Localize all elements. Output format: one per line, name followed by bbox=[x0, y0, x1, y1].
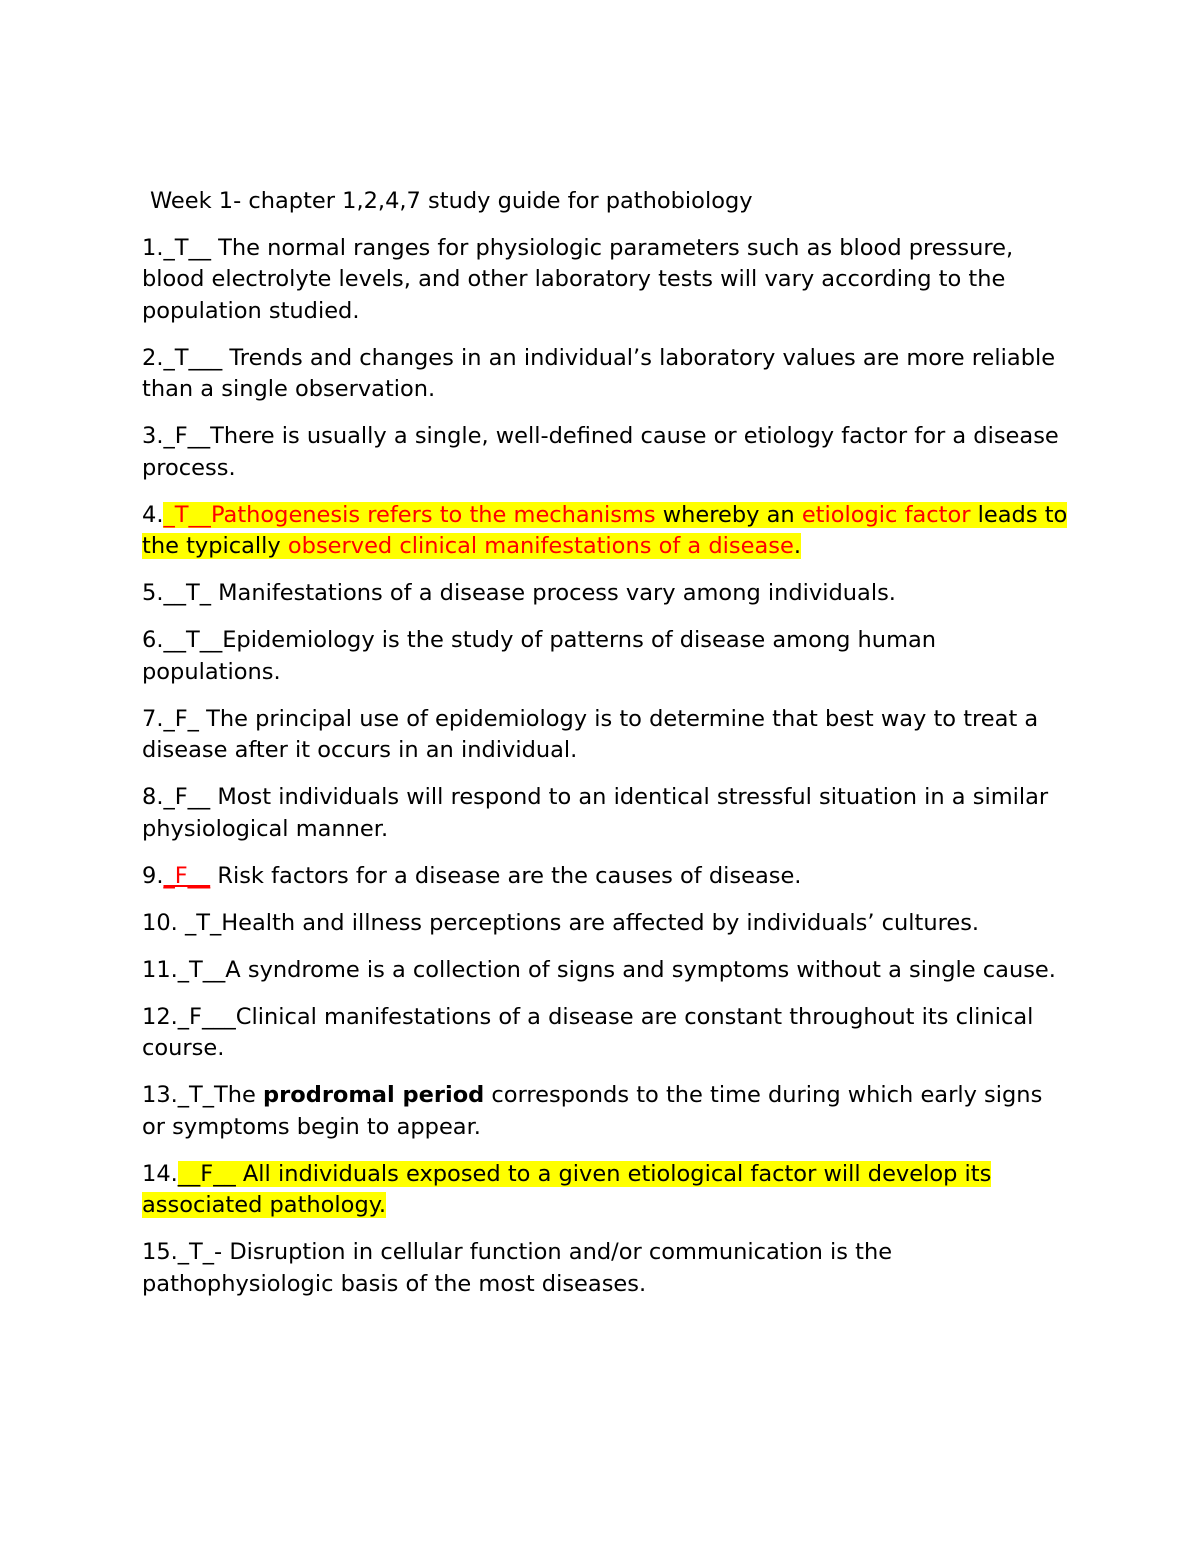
question-13 bbox=[142, 1080, 1072, 1143]
question-text: Manifestations of a disease process vary among individuals. bbox=[210, 580, 896, 606]
question-number: 13. bbox=[142, 1082, 178, 1108]
question-3 bbox=[142, 421, 1072, 484]
question-10 bbox=[142, 908, 1072, 940]
question-number: 7. bbox=[142, 705, 164, 732]
question-11 bbox=[142, 955, 1072, 987]
answer-blank: _T_ bbox=[177, 1082, 215, 1108]
answer-blank: __F__ bbox=[177, 1160, 236, 1187]
question-14 bbox=[142, 1159, 1072, 1222]
answer-blank: __T_ bbox=[163, 580, 211, 606]
question-number: 4. bbox=[142, 501, 164, 528]
question-text-black-1: whereby an bbox=[655, 501, 802, 528]
answer-blank: _T_ bbox=[177, 909, 222, 936]
question-number: 2. bbox=[142, 344, 164, 371]
question-text: Clinical manifestations of a disease are constant throughout its clinical course. bbox=[142, 1003, 1034, 1061]
answer-blank: _T__ bbox=[163, 501, 211, 528]
answer-blank: __T__ bbox=[163, 627, 223, 653]
question-15 bbox=[142, 1237, 1072, 1300]
question-text-prefix: The bbox=[214, 1082, 264, 1108]
question-text-red-2: etiologic factor bbox=[801, 501, 971, 528]
question-number: 6. bbox=[142, 627, 164, 653]
question-text: Trends and changes in an individual’s laboratory values are more reliable than a single observation. bbox=[142, 344, 1056, 402]
answer-blank: _F___ bbox=[177, 1003, 236, 1030]
question-number: 14. bbox=[142, 1160, 178, 1187]
document-title: Week 1- chapter 1,2,4,7 study guide for pathobiology bbox=[150, 188, 753, 214]
answer-blank: _T_ bbox=[177, 1239, 215, 1265]
question-text-red-3: observed clinical manifestations of a disease bbox=[287, 533, 794, 559]
question-text: There is usually a single, well-defined cause or etiology factor for a disease process. bbox=[142, 423, 1059, 481]
answer-blank: _F__ bbox=[163, 423, 211, 449]
question-number: 3. bbox=[142, 423, 164, 449]
question-2 bbox=[142, 343, 1072, 406]
question-text: - Disruption in cellular function and/or communication is the pathophysiologic basis of the most diseases. bbox=[142, 1239, 893, 1297]
answer-blank: _T__ bbox=[163, 234, 211, 261]
bold-term: prodromal period bbox=[263, 1082, 485, 1108]
question-text: Risk factors for a disease are the causes of disease. bbox=[210, 862, 802, 889]
question-text: corresponds to the time during which early signs or symptoms begin to appear. bbox=[142, 1082, 1043, 1140]
question-7 bbox=[142, 704, 1072, 767]
question-text-period: . bbox=[793, 533, 801, 559]
answer-blank: _T___ bbox=[163, 344, 223, 371]
answer-blank: _F_ bbox=[163, 705, 199, 732]
question-text: The normal ranges for physiologic parameters such as blood pressure, blood electrolyte levels, and other laboratory tests will vary according to the population studied. bbox=[142, 234, 1014, 324]
question-text-black-2: leads to the typically bbox=[142, 501, 1068, 559]
question-4 bbox=[142, 500, 1072, 563]
question-text: A syndrome is a collection of signs and symptoms without a single cause. bbox=[225, 956, 1056, 983]
question-number: 12. bbox=[142, 1003, 178, 1030]
question-1 bbox=[142, 233, 1072, 328]
question-9 bbox=[142, 861, 1072, 893]
question-number: 1. bbox=[142, 234, 164, 261]
question-5 bbox=[142, 578, 1072, 610]
question-text-red-1: Pathogenesis refers to the mechanisms bbox=[210, 501, 656, 528]
question-number: 15. bbox=[142, 1239, 178, 1265]
question-text: Health and illness perceptions are affected by individuals’ cultures. bbox=[221, 909, 980, 936]
answer-blank: _F__ bbox=[163, 862, 211, 889]
question-8 bbox=[142, 782, 1072, 845]
question-number: 5. bbox=[142, 580, 164, 606]
question-6 bbox=[142, 625, 1072, 688]
answer-blank: _F__ bbox=[163, 784, 211, 810]
question-text: All individuals exposed to a given etiological factor will develop its associated pathology. bbox=[142, 1160, 992, 1218]
question-number: 9. bbox=[142, 862, 164, 889]
document-body bbox=[142, 186, 1072, 1316]
answer-blank: _T__ bbox=[177, 956, 226, 983]
question-text: The principal use of epidemiology is to determine that best way to treat a disease after it occurs in an individual. bbox=[142, 705, 1039, 763]
question-text: Most individuals will respond to an identical stressful situation in a similar physiological manner. bbox=[142, 784, 1049, 842]
question-text: Epidemiology is the study of patterns of disease among human populations. bbox=[142, 627, 937, 685]
question-number: 11. bbox=[142, 956, 178, 983]
question-number: 10. bbox=[142, 909, 178, 936]
question-number: 8. bbox=[142, 784, 164, 810]
question-12 bbox=[142, 1002, 1072, 1065]
